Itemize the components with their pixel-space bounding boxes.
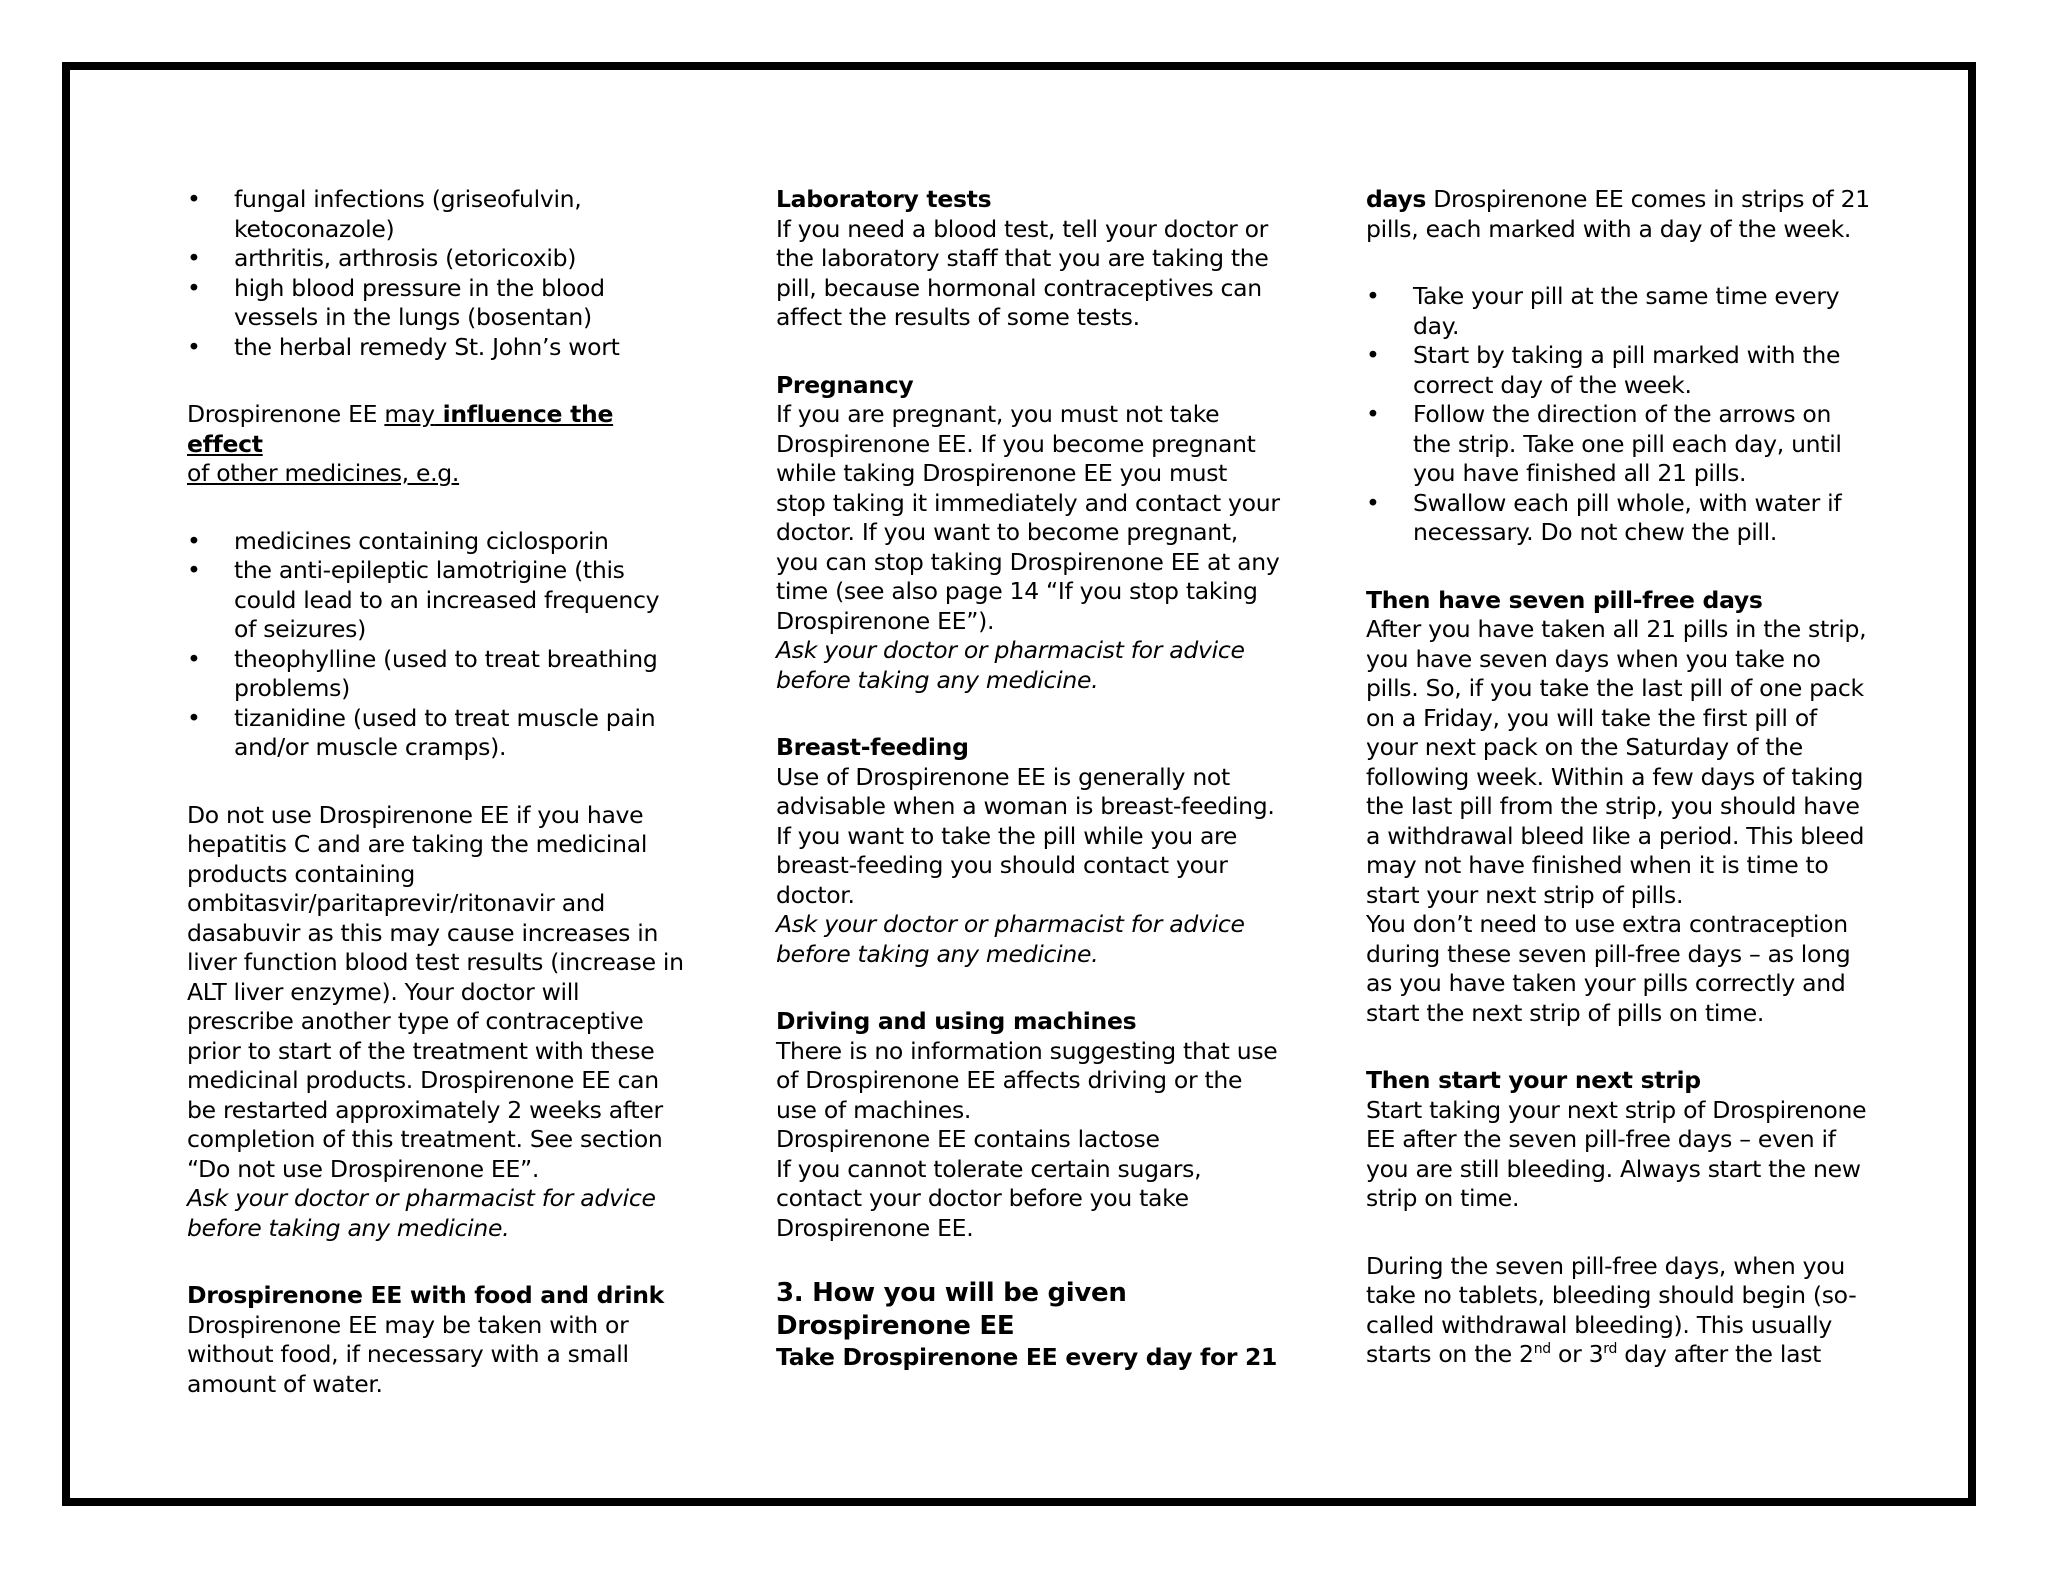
list-item: • Swallow each pill whole, with water if necessary. Do not chew the pill. [1366,489,1871,548]
lactose-text: If you cannot tolerate certain sugars, contact your doctor before you take Drospirenone EE. [776,1154,1202,1242]
extra-contraception-text: You don’t need to use extra contraception during these seven pill-free days – as long as you have taken your pills correctly and start the next strip of pills on time. [1366,910,1851,1027]
next-strip-heading: Then start your next strip [1366,1066,1701,1094]
pregnancy-heading: Pregnancy [776,370,914,399]
column-1 [187,185,687,1399]
pregnancy-text: If you are pregnant, you must not take Drospirenone EE. If you become pregnant while taking Drospirenone EE you must stop taking it immediately and contact your doctor. If you want to become pregnant, you can stop taking Drospirenone EE at any time (see also page 14 “If you stop taking Drospirenone EE”). [776,400,1280,635]
list-item: • theophylline (used to treat breathing problems) [187,645,687,704]
affected-medicines-list [187,527,687,763]
withdrawal-bleeding-text: During the seven pill-free days, when you take no tablets, bleeding should begin (so-called withdrawal bleeding). This usually starts on the 2nd or 3rd day after the last [1366,1251,1857,1368]
strip-intro: days Drospirenone EE comes in strips of 21 pills, each marked with a day of the week. [1366,185,1870,243]
lab-heading: Laboratory tests [776,185,992,213]
column-3 [1366,185,1871,1370]
pill-instructions-list [1366,282,1871,548]
lab-text: If you need a blood test, tell your doctor or the laboratory staff that you are taking the pill, because hormonal contraceptives can affect the results of some tests. [776,214,1269,331]
list-item: • the anti-epileptic lamotrigine (this could lead to an increased frequency of seizures) [187,556,687,645]
column-2 [776,185,1281,1373]
breastfeeding-heading: Breast-feeding [776,733,969,761]
take-daily-line: Take Drospirenone EE every day for 21 [776,1343,1278,1371]
hepatitis-paragraph: Do not use Drospirenone EE if you have hepatitis C and are taking the medicinal products containing ombitasvir/paritaprevir/ritonavir and dasabuvir as this may cause increases in liver function blood test results (increase in ALT liver enzyme). Your doctor will prescribe another type of contraceptive prior to start of the treatment with these medicinal products. Drospirenone EE can be restarted approximately 2 weeks after completion of this treatment. See section “Do not use Drospirenone EE”. [187,800,684,1183]
section-3-heading: 3. How you will be given Drospirenone EE [776,1278,1127,1341]
list-item: • fungal infections (griseofulvin, ketoconazole) [187,185,687,244]
list-item: • Take your pill at the same time every day. [1366,282,1871,341]
pill-free-heading: Then have seven pill-free days [1366,585,1763,614]
list-item: • Follow the direction of the arrows on the strip. Take one pill each day, until you have finished all 21 pills. [1366,400,1871,489]
list-item: • high blood pressure in the blood vessels in the lungs (bosentan) [187,274,687,333]
food-text: Drospirenone EE may be taken with or without food, if necessary with a small amount of water. [187,1310,629,1398]
influence-paragraph: Drospirenone EE may influence the effect of other medicines, e.g. [187,400,614,487]
breastfeeding-text: Use of Drospirenone EE is generally not advisable when a woman is breast-feeding. If you want to take the pill while you are breast-feeding you should contact your doctor. [776,762,1275,909]
list-item: • Start by taking a pill marked with the correct day of the week. [1366,341,1871,400]
pill-free-text: After you have taken all 21 pills in the strip, you have seven days when you take no pills. So, if you take the last pill of one pack on a Friday, you will take the first pill of your next pack on the Saturday of the following week. Within a few days of taking the last pill from the strip, you should have a withdrawal bleed like a period. This bleed may not have finished when it is time to start your next strip of pills. [1366,615,1867,909]
driving-text: There is no information suggesting that use of Drospirenone EE affects driving or the use of machines. [776,1036,1278,1124]
next-strip-text: Start taking your next strip of Drospirenone EE after the seven pill-free days – even if you are still bleeding. Always start the new strip on time. [1366,1095,1867,1212]
food-heading: Drospirenone EE with food and drink [187,1281,664,1309]
lactose-line: Drospirenone EE contains lactose [776,1125,1160,1153]
list-item: • arthritis, arthrosis (etoricoxib) [187,244,687,274]
driving-heading: Driving and using machines [776,1007,1137,1035]
list-item: • tizanidine (used to treat muscle pain and/or muscle cramps). [187,704,687,763]
list-item: • medicines containing ciclosporin [187,527,687,557]
pregnancy-advice: Ask your doctor or pharmacist for advice before taking any medicine. [776,636,1245,694]
interacting-medicines-list [187,185,687,362]
list-item: • the herbal remedy St. John’s wort [187,333,687,363]
advice-text: Ask your doctor or pharmacist for advice before taking any medicine. [187,1184,656,1242]
breastfeeding-advice: Ask your doctor or pharmacist for advice before taking any medicine. [776,910,1245,968]
